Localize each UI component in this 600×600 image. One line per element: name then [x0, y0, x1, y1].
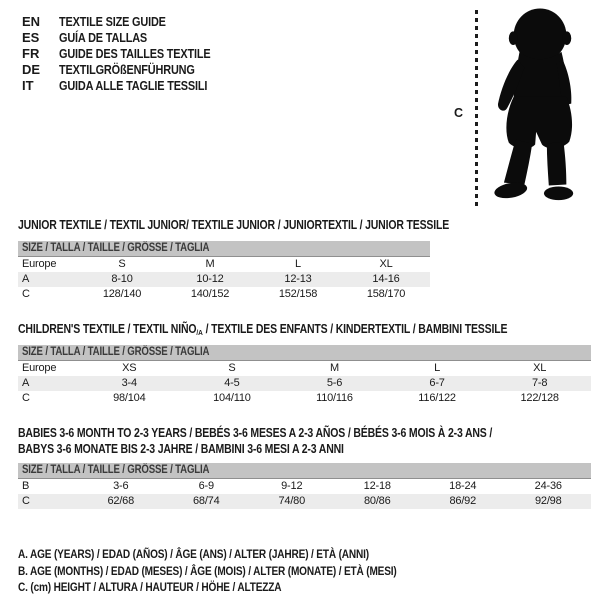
language-row	[22, 46, 239, 62]
height-measure-label: C	[454, 106, 464, 120]
language-code: IT	[22, 78, 34, 93]
language-title: GUIDA ALLE TAGLIE TESSILI	[59, 78, 208, 93]
size-value-cell: 24-36	[534, 480, 562, 492]
size-table-header	[18, 463, 591, 479]
size-table	[18, 463, 591, 509]
babies-textile-section	[18, 425, 591, 509]
childrens-textile-section	[18, 321, 600, 406]
size-value-cell: XS	[122, 362, 137, 374]
row-label-cell: C	[22, 288, 30, 300]
footnote-height: C. (cm) HEIGHT / ALTURA / HAUTEUR / HÖHE / ALTEZZA	[18, 580, 282, 594]
table-row	[18, 376, 591, 391]
size-value-cell: 3-4	[121, 377, 137, 389]
size-value-cell: 3-6	[113, 480, 129, 492]
language-code: ES	[22, 30, 40, 45]
language-list	[22, 14, 239, 94]
row-label-cell: Europe	[22, 362, 57, 374]
size-value-cell: 14-16	[372, 273, 400, 285]
size-value-cell: 92/98	[534, 495, 562, 507]
size-value-cell: 104/110	[213, 392, 251, 404]
size-table-header	[18, 345, 591, 361]
size-value-cell: S	[118, 258, 126, 270]
language-title: TEXTILGRÖßENFÜHRUNG	[59, 62, 195, 77]
language-row	[22, 30, 239, 46]
size-value-cell: 98/104	[113, 392, 146, 404]
size-value-cell: 110/116	[316, 392, 353, 404]
footnote-age-years: A. AGE (YEARS) / EDAD (AÑOS) / ÂGE (ANS) / ALTER (JAHRE) / ETÀ (ANNI)	[18, 547, 369, 561]
row-label-cell: A	[22, 377, 30, 389]
language-row	[22, 78, 239, 94]
size-value-cell: 9-12	[281, 480, 303, 492]
size-header-label: SIZE / TALLA / TAILLE / GRÖSSE / TAGLIA	[22, 464, 210, 476]
size-value-cell: 6-9	[198, 480, 214, 492]
row-label-cell: B	[22, 480, 30, 492]
size-value-cell: S	[228, 362, 236, 374]
legend-footnotes	[18, 546, 469, 596]
row-label-cell: C	[22, 392, 30, 404]
size-value-cell: 6-7	[429, 377, 445, 389]
table-row	[18, 287, 430, 302]
size-value-cell: 80/86	[363, 495, 391, 507]
table-title: JUNIOR TEXTILE / TEXTIL JUNIOR/ TEXTILE JUNIOR / JUNIORTEXTIL / JUNIOR TESSILE	[18, 218, 450, 232]
size-value-cell: 116/122	[418, 392, 456, 404]
table-row	[18, 479, 591, 494]
size-value-cell: 86/92	[449, 495, 477, 507]
size-value-cell: 10-12	[196, 273, 224, 285]
size-value-cell: M	[330, 362, 339, 374]
row-label-cell: Europe	[22, 258, 57, 270]
size-value-cell: 74/80	[278, 495, 306, 507]
language-code: DE	[22, 62, 41, 77]
height-figure	[450, 5, 600, 213]
size-value-cell: 18-24	[449, 480, 477, 492]
language-title: GUIDE DES TAILLES TEXTILE	[59, 46, 211, 61]
size-value-cell: 158/170	[366, 288, 406, 300]
size-value-cell: 122/128	[520, 392, 559, 404]
table-row	[18, 494, 591, 509]
junior-textile-section	[18, 217, 531, 302]
size-table	[18, 345, 591, 406]
size-value-cell: 62/68	[107, 495, 135, 507]
size-value-cell: 68/74	[192, 495, 220, 507]
table-row	[18, 257, 430, 272]
size-value-cell: XL	[379, 258, 393, 270]
size-value-cell: 12-13	[284, 273, 312, 285]
toddler-silhouette-icon	[486, 7, 596, 207]
size-value-cell: 140/152	[190, 288, 230, 300]
size-value-cell: XL	[533, 362, 547, 374]
row-label-cell: A	[22, 273, 30, 285]
size-value-cell: 7-8	[532, 377, 548, 389]
table-title: BABIES 3-6 MONTH TO 2-3 YEARS / BEBÉS 3-6 MESES A 2-3 AÑOS / BÉBÉS 3-6 MOIS À 2-3 ANS / BABYS 3-6 MONATE BIS 2-3 JAHRE / BAMBINI 3-6 MESI A 2-3 ANNI	[18, 426, 493, 456]
size-table	[18, 241, 430, 302]
language-row	[22, 62, 239, 78]
table-body	[18, 257, 430, 302]
table-row	[18, 391, 591, 406]
row-label-cell: C	[22, 495, 30, 507]
size-header-label: SIZE / TALLA / TAILLE / GRÖSSE / TAGLIA	[22, 346, 210, 358]
size-table-header	[18, 241, 430, 257]
size-header-label: SIZE / TALLA / TAILLE / GRÖSSE / TAGLIA	[22, 242, 210, 254]
size-value-cell: L	[434, 362, 441, 374]
size-value-cell: 5-6	[326, 377, 343, 389]
language-title: TEXTILE SIZE GUIDE	[59, 14, 166, 29]
size-value-cell: 12-18	[363, 480, 391, 492]
height-dashed-line	[475, 10, 478, 207]
table-body	[18, 361, 591, 406]
language-code: FR	[22, 46, 40, 61]
size-value-cell: 128/140	[102, 288, 142, 300]
language-title: GUÍA DE TALLAS	[59, 30, 148, 45]
language-row	[22, 14, 239, 30]
language-code: EN	[22, 14, 41, 29]
table-row	[18, 361, 591, 376]
table-title: CHILDREN'S TEXTILE / TEXTIL $NIÑO_{/A}$ / TEXTILE DES ENFANTS / KINDERTEXTIL / BAMBINI TESSILE	[18, 322, 508, 338]
size-value-cell: L	[295, 258, 301, 270]
size-value-cell: 152/158	[278, 288, 318, 300]
table-body	[18, 479, 591, 509]
table-row	[18, 272, 430, 287]
size-value-cell: M	[205, 258, 215, 270]
size-value-cell: 8-10	[111, 273, 133, 285]
size-value-cell: 4-5	[224, 377, 240, 389]
footnote-age-months: B. AGE (MONTHS) / EDAD (MESES) / ÂGE (MOIS) / ALTER (MONATE) / ETÀ (MESI)	[18, 563, 397, 578]
